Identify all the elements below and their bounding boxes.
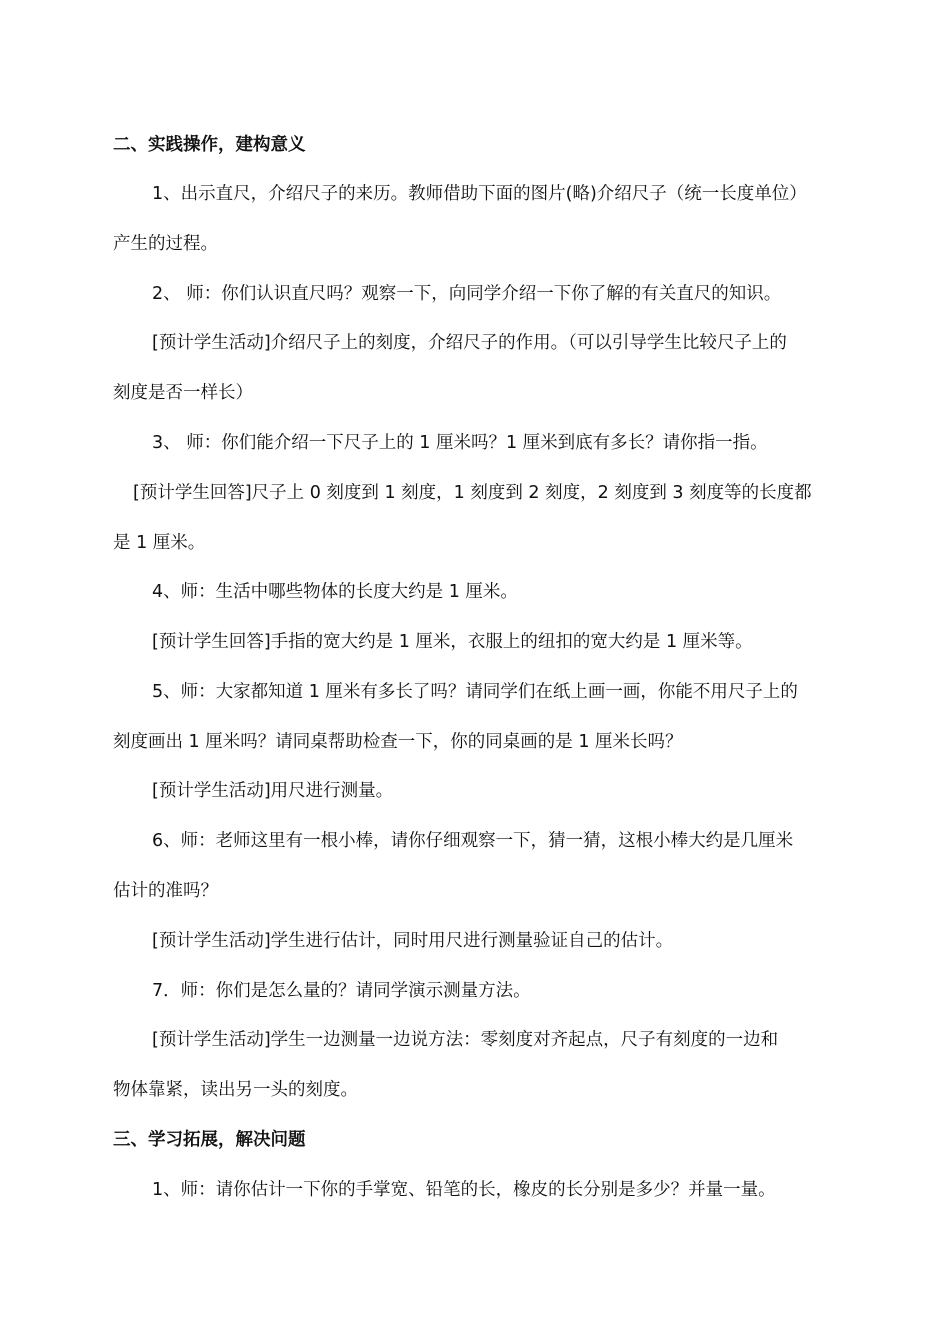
paragraph-10-line-1: 6、师：老师这里有一根小棒，请你仔细观察一下，猜一猜，这根小棒大约是几厘米 <box>152 831 794 851</box>
paragraph-5-line-1: [预计学生回答]尺子上 0 刻度到 1 刻度，1 刻度到 2 刻度，2 刻度到 3 刻度等的长度都 <box>133 483 812 503</box>
section-heading-practice: 二、实践操作，建构意义 <box>113 135 306 155</box>
paragraph-3-line-2: 刻度是否一样长） <box>113 383 253 403</box>
paragraph-5-line-2: 是 1 厘米。 <box>113 533 206 553</box>
paragraph-14: 1、师：请你估计一下你的手掌宽、铅笔的长，橡皮的长分别是多少？并量一量。 <box>152 1180 776 1200</box>
paragraph-8-line-1: 5、师：大家都知道 1 厘米有多长了吗？请同学们在纸上画一画，你能不用尺子上的 <box>152 682 798 702</box>
paragraph-1-line-2: 产生的过程。 <box>113 234 218 254</box>
paragraph-9: [预计学生活动]用尺进行测量。 <box>152 781 394 801</box>
paragraph-10-line-2: 估计的准吗？ <box>113 881 218 901</box>
paragraph-11: [预计学生活动]学生进行估计，同时用尺进行测量验证自己的估计。 <box>152 931 674 951</box>
paragraph-4: 3、 师：你们能介绍一下尺子上的 1 厘米吗？1 厘米到底有多长？请你指一指。 <box>152 433 768 453</box>
paragraph-1-line-1: 1、出示直尺，介绍尺子的来历。教师借助下面的图片(略)介绍尺子（统一长度单位） <box>152 184 807 204</box>
paragraph-2: 2、 师：你们认识直尺吗？观察一下，向同学介绍一下你了解的有关直尺的知识。 <box>152 284 782 304</box>
paragraph-8-line-2: 刻度画出 1 厘米吗？请同桌帮助检查一下，你的同桌画的是 1 厘米长吗？ <box>113 732 683 752</box>
paragraph-6: 4、师：生活中哪些物体的长度大约是 1 厘米。 <box>152 582 518 602</box>
section-heading-extension: 三、学习拓展，解决问题 <box>113 1130 306 1150</box>
paragraph-13-line-2: 物体靠紧，读出另一头的刻度。 <box>113 1080 358 1100</box>
paragraph-12: 7．师：你们是怎么量的？请同学演示测量方法。 <box>152 981 531 1001</box>
paragraph-3-line-1: [预计学生活动]介绍尺子上的刻度，介绍尺子的作用。（可以引导学生比较尺子上的 <box>152 333 787 353</box>
paragraph-13-line-1: [预计学生活动]学生一边测量一边说方法：零刻度对齐起点，尺子有刻度的一边和 <box>152 1030 779 1050</box>
paragraph-7: [预计学生回答]手指的宽大约是 1 厘米，衣服上的纽扣的宽大约是 1 厘米等。 <box>152 632 753 652</box>
